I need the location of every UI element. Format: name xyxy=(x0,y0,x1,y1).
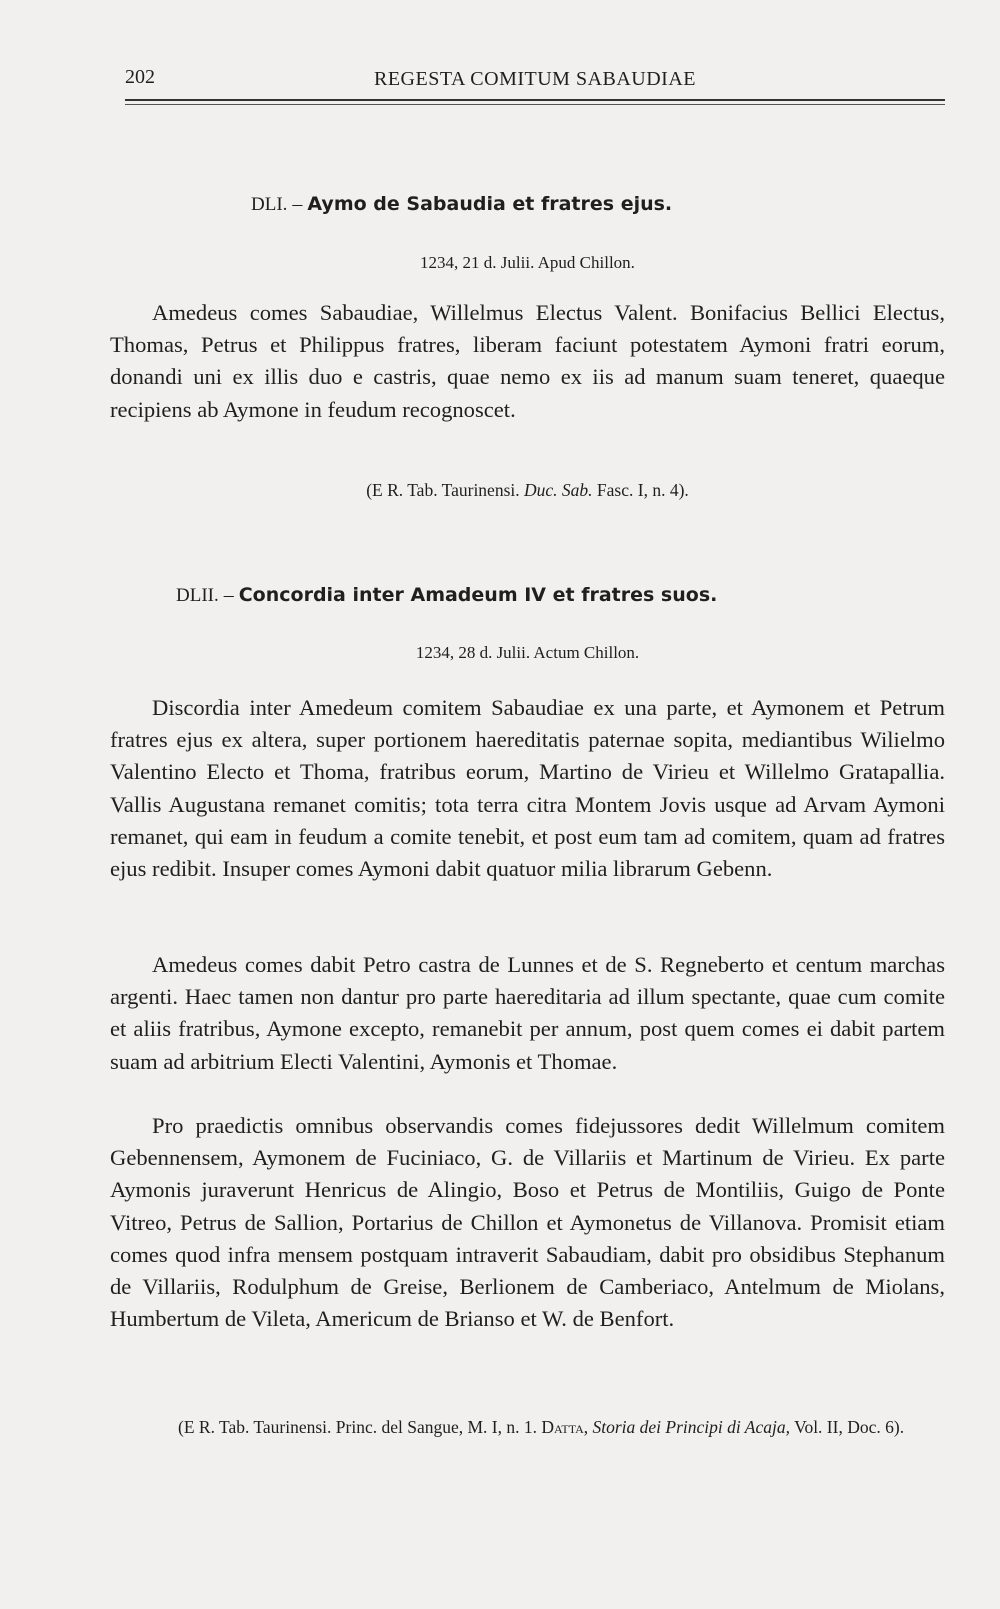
source-author: Datta xyxy=(541,1417,584,1437)
source-suffix: Fasc. I, n. 4). xyxy=(596,480,689,500)
entry-source: (E R. Tab. Taurinensi. Princ. del Sangue, M. I, n. 1. Datta, Storia dei Principi di Acaja, Vol. II, Doc. 6). xyxy=(178,1417,905,1437)
source-italic: Storia dei Principi di Acaja, xyxy=(592,1417,790,1437)
entry-heading xyxy=(110,193,1000,216)
entry-date: 1234, 21 d. Julii. Apud Chillon. xyxy=(420,253,635,272)
entry-dash: – xyxy=(223,584,234,606)
entry-date: 1234, 28 d. Julii. Actum Chillon. xyxy=(415,643,640,662)
running-title: REGESTA COMITUM SABAUDIAE xyxy=(373,68,697,90)
entry-paragraph: Discordia inter Amedeum comitem Sabaudiae ex una parte, et Aymonem et Petrum fratres ejus ex altera, super portionem haereditatis paternae sopita, mediantibus Wilielmo Valentino Electo et Thoma, fratribus eorum, Martino de Virieu et Willelmo Gratapallia. Vallis Augustana remanet comitis; tota terra citra Montem Jovis usque ad Arvam Aymoni remanet, qui eam in feudum a comite tenebit, et post eum tam ad comitem, quam ad fratres ejus redibit. Insuper comes Aymoni dabit quatuor milia librarum Gebenn. xyxy=(110,695,945,882)
entry-heading xyxy=(110,584,1000,607)
entry-title: Aymo de Sabaudia et fratres ejus. xyxy=(307,193,673,215)
entry-paragraph: Amedeus comes Sabaudiae, Willelmus Electus Valent. Bonifacius Bellici Electus, Thomas, Petrus et Philippus fratres, liberam faciunt potestatem Aymoni fratri eorum, donandi uni ex illis duo e castris, quae nemo ex iis ad manum suam teneret, quaeque recipiens ab Aymone in feudum recognoscet. xyxy=(110,300,945,422)
entry-number: DLII. xyxy=(176,585,219,606)
entry-number: DLI. xyxy=(251,194,288,215)
entry-paragraph: Amedeus comes dabit Petro castra de Lunnes et de S. Regneberto et centum marchas argenti. Haec tamen non dantur pro parte haereditaria ad illum spectante, quae cum comite et aliis fratribus, Aymone excepto, remanebit per annum, post quem comes ei dabit partem suam ad arbitrium Electi Valentini, Aymonis et Thomae. xyxy=(110,952,945,1074)
entry-title: Concordia inter Amadeum IV et fratres suos. xyxy=(238,584,718,606)
source-italic: Duc. Sab. xyxy=(524,480,593,500)
header-rule-thin xyxy=(125,104,945,105)
source-prefix: (E R. Tab. Taurinensi. Princ. del Sangue, M. I, n. 1. xyxy=(178,1417,538,1437)
source-suffix: Vol. II, Doc. 6). xyxy=(794,1417,905,1437)
page-number: 202 xyxy=(125,66,155,88)
entry-source xyxy=(110,477,945,503)
page-header xyxy=(125,64,945,94)
header-rule-thick xyxy=(125,99,945,101)
entry-paragraph: Pro praedictis omnibus observandis comes fidejussores dedit Willelmum comitem Gebennensem, Aymonem de Fuciniaco, G. de Villariis et Martinum de Virieu. Ex parte Aymonis juraverunt Henricus de Alingio, Boso et Petrus de Montiliis, Guigo de Ponte Vitreo, Petrus de Sallion, Portarius de Chillon et Aymonetus de Villanova. Promisit etiam comes quod infra mensem postquam intraverit Sabaudiam, dabit pro obsidibus Stephanum de Villariis, Rodulphum de Greise, Berlionem de Camberiaco, Antelmum de Miolans, Humbertum de Vileta, Americum de Brianso et W. de Benfort. xyxy=(110,1113,945,1332)
entry-dash: – xyxy=(292,193,303,215)
source-prefix: (E R. Tab. Taurinensi. xyxy=(366,480,520,500)
